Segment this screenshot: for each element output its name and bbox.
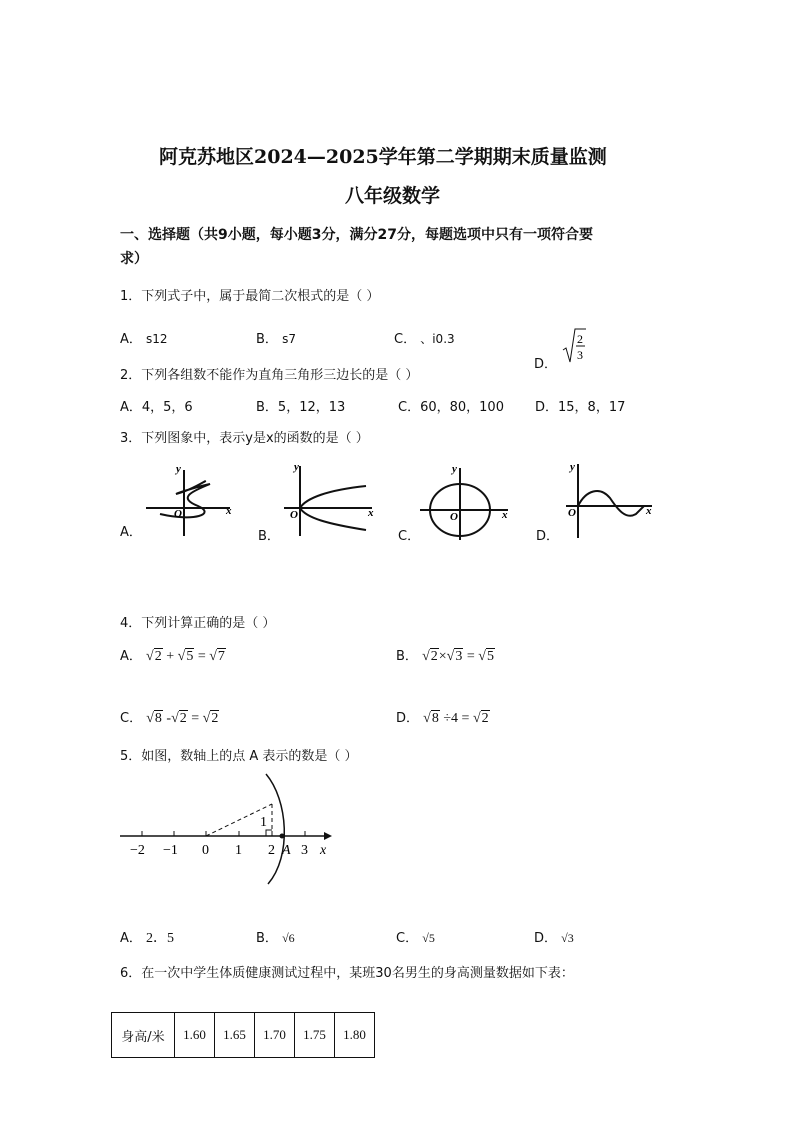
q4-option-c <box>120 707 219 727</box>
q4-stem: 4．下列计算正确的是（ ） <box>120 616 276 631</box>
q4-b-rad2: 3 <box>455 649 463 664</box>
q1-a-value: s12 <box>146 332 168 346</box>
q5-c-value: 5 <box>428 931 435 945</box>
table-header-cell: 身高/米 <box>112 1013 175 1058</box>
q5-d-label: D． <box>534 931 558 946</box>
page-subtitle: 八年级数学 <box>345 185 441 207</box>
q5-c-expr: √5 <box>422 931 435 945</box>
q5-d-expr: √3 <box>561 931 574 945</box>
table-cell: 1.75 <box>295 1013 335 1058</box>
q4-c-expr: √8 -√2 = √2 <box>146 711 219 726</box>
q4-c-rad3: 2 <box>211 711 219 726</box>
q1-a-label: A． <box>120 332 142 347</box>
q2-option-d: D．15，8，17 <box>535 400 626 415</box>
q4-option-b <box>396 645 495 665</box>
q5-axis-label: x <box>320 843 327 858</box>
q4-option-d <box>396 707 490 727</box>
table-cell: 1.60 <box>175 1013 215 1058</box>
q2-stem: 2．下列各组数不能作为直角三角形三边长的是（ ） <box>120 368 419 383</box>
q3-graph-c <box>416 462 516 542</box>
q5-point-a-label: A <box>282 843 291 858</box>
q2-option-b: B．5，12，13 <box>256 400 346 415</box>
page-title: 阿克苏地区2024—2025学年第二学期期末质量监测 <box>159 146 607 168</box>
q4-b-rad3: 5 <box>486 649 494 664</box>
q3-stem: 3．下列图象中，表示y是x的函数的是（ ） <box>120 431 369 446</box>
q3-b-y-label: y <box>294 461 299 473</box>
q5-b-expr: √6 <box>282 931 295 945</box>
q5-option-d <box>534 927 574 946</box>
q5-c-label: C． <box>396 931 419 946</box>
q5-b-value: 6 <box>288 931 295 945</box>
q5-tick-1: 1 <box>235 843 242 858</box>
q3-graph-b <box>278 460 378 540</box>
q5-option-b <box>256 927 295 946</box>
q1-option-b <box>256 328 296 347</box>
q1-d-sqrt-fraction <box>561 326 587 366</box>
q1-c-label: C． <box>394 332 417 347</box>
q1-d-numerator: 2 <box>577 332 584 346</box>
q4-a-rad1: 2 <box>154 649 162 664</box>
q4-d-rad2: 2 <box>481 711 489 726</box>
q4-a-eq: = <box>197 649 206 664</box>
q4-c-op: - <box>166 711 172 726</box>
table-cell: 1.70 <box>255 1013 295 1058</box>
q5-tick-3: 3 <box>301 843 308 858</box>
q3-b-label: B． <box>258 529 280 544</box>
q5-a-value: 2．5 <box>146 931 175 946</box>
section-heading: 一、选择题（共9小题，每小题3分，满分27分，每题选项中只有一项符合要 <box>120 227 593 243</box>
q3-c-label: C． <box>398 529 421 544</box>
q3-a-y-label: y <box>176 463 181 475</box>
q6-stem: 6．在一次中学生体质健康测试过程中，某班30名男生的身高测量数据如下表： <box>120 966 574 981</box>
q4-a-expr: √2 + √5 = √7 <box>146 649 225 664</box>
q1-b-value: s7 <box>282 332 296 346</box>
q5-tick-0: 0 <box>202 843 209 858</box>
q3-graph-a <box>140 462 240 542</box>
q5-a-label: A． <box>120 931 142 946</box>
q4-option-a <box>120 645 226 665</box>
q1-option-d <box>534 316 587 372</box>
q1-option-a <box>120 328 168 347</box>
q5-number-line-figure <box>116 770 346 890</box>
q4-b-eq: = <box>466 649 475 664</box>
q3-d-x-label: x <box>646 505 652 517</box>
q4-c-label: C． <box>120 711 143 726</box>
table-cell: 1.80 <box>335 1013 375 1058</box>
q4-c-rad2: 2 <box>179 711 187 726</box>
q4-a-rad3: 7 <box>217 649 225 664</box>
q5-tick-2: 2 <box>268 843 275 858</box>
q4-b-rad1: 2 <box>430 649 438 664</box>
q5-b-label: B． <box>256 931 278 946</box>
q3-d-label: D． <box>536 529 560 544</box>
q4-a-label: A． <box>120 649 142 664</box>
q1-c-value: 、i0.3 <box>420 332 455 346</box>
q4-b-label: B． <box>396 649 418 664</box>
q4-d-op: ÷4 = <box>443 711 470 726</box>
q3-a-label: A． <box>120 525 142 540</box>
q5-stem: 5．如图，数轴上的点 A 表示的数是（ ） <box>120 749 358 764</box>
q5-option-a <box>120 927 174 947</box>
q3-c-y-label: y <box>452 463 457 475</box>
q2-option-a: A．4，5，6 <box>120 400 193 415</box>
table-row <box>112 1013 375 1058</box>
q4-d-rad1: 8 <box>431 711 439 726</box>
q2-option-c: C．60，80，100 <box>398 400 504 415</box>
q3-a-origin: O <box>174 508 182 520</box>
q5-tick-neg1: −1 <box>163 843 178 858</box>
q5-option-c <box>396 927 435 946</box>
q3-d-y-label: y <box>570 461 575 473</box>
q1-option-c <box>394 328 455 347</box>
q3-c-x-label: x <box>502 509 508 521</box>
q3-d-origin: O <box>568 507 576 519</box>
table-cell: 1.65 <box>215 1013 255 1058</box>
q3-graph-d <box>556 460 656 540</box>
q3-c-origin: O <box>450 511 458 523</box>
q3-b-x-label: x <box>368 507 374 519</box>
q4-a-rad2: 5 <box>186 649 194 664</box>
q4-c-eq: = <box>191 711 200 726</box>
q4-a-op: + <box>166 649 175 664</box>
q1-b-label: B． <box>256 332 278 347</box>
q1-d-denominator: 3 <box>577 348 584 362</box>
q1-d-label: D． <box>534 357 558 372</box>
q5-d-value: 3 <box>567 931 574 945</box>
q4-b-expr: √2×√3 = √5 <box>422 649 494 664</box>
height-table <box>111 1012 375 1058</box>
section-heading-cont: 求） <box>120 251 148 267</box>
q4-c-rad1: 8 <box>154 711 162 726</box>
q3-a-x-label: x <box>226 505 232 517</box>
q4-b-op: × <box>438 649 447 664</box>
q4-d-label: D． <box>396 711 420 726</box>
q5-height-label: 1 <box>260 815 267 830</box>
q4-d-expr: √8 ÷4 = √2 <box>423 711 489 726</box>
q1-stem: 1．下列式子中，属于最简二次根式的是（ ） <box>120 289 380 304</box>
q5-tick-neg2: −2 <box>130 843 145 858</box>
q3-b-origin: O <box>290 509 298 521</box>
